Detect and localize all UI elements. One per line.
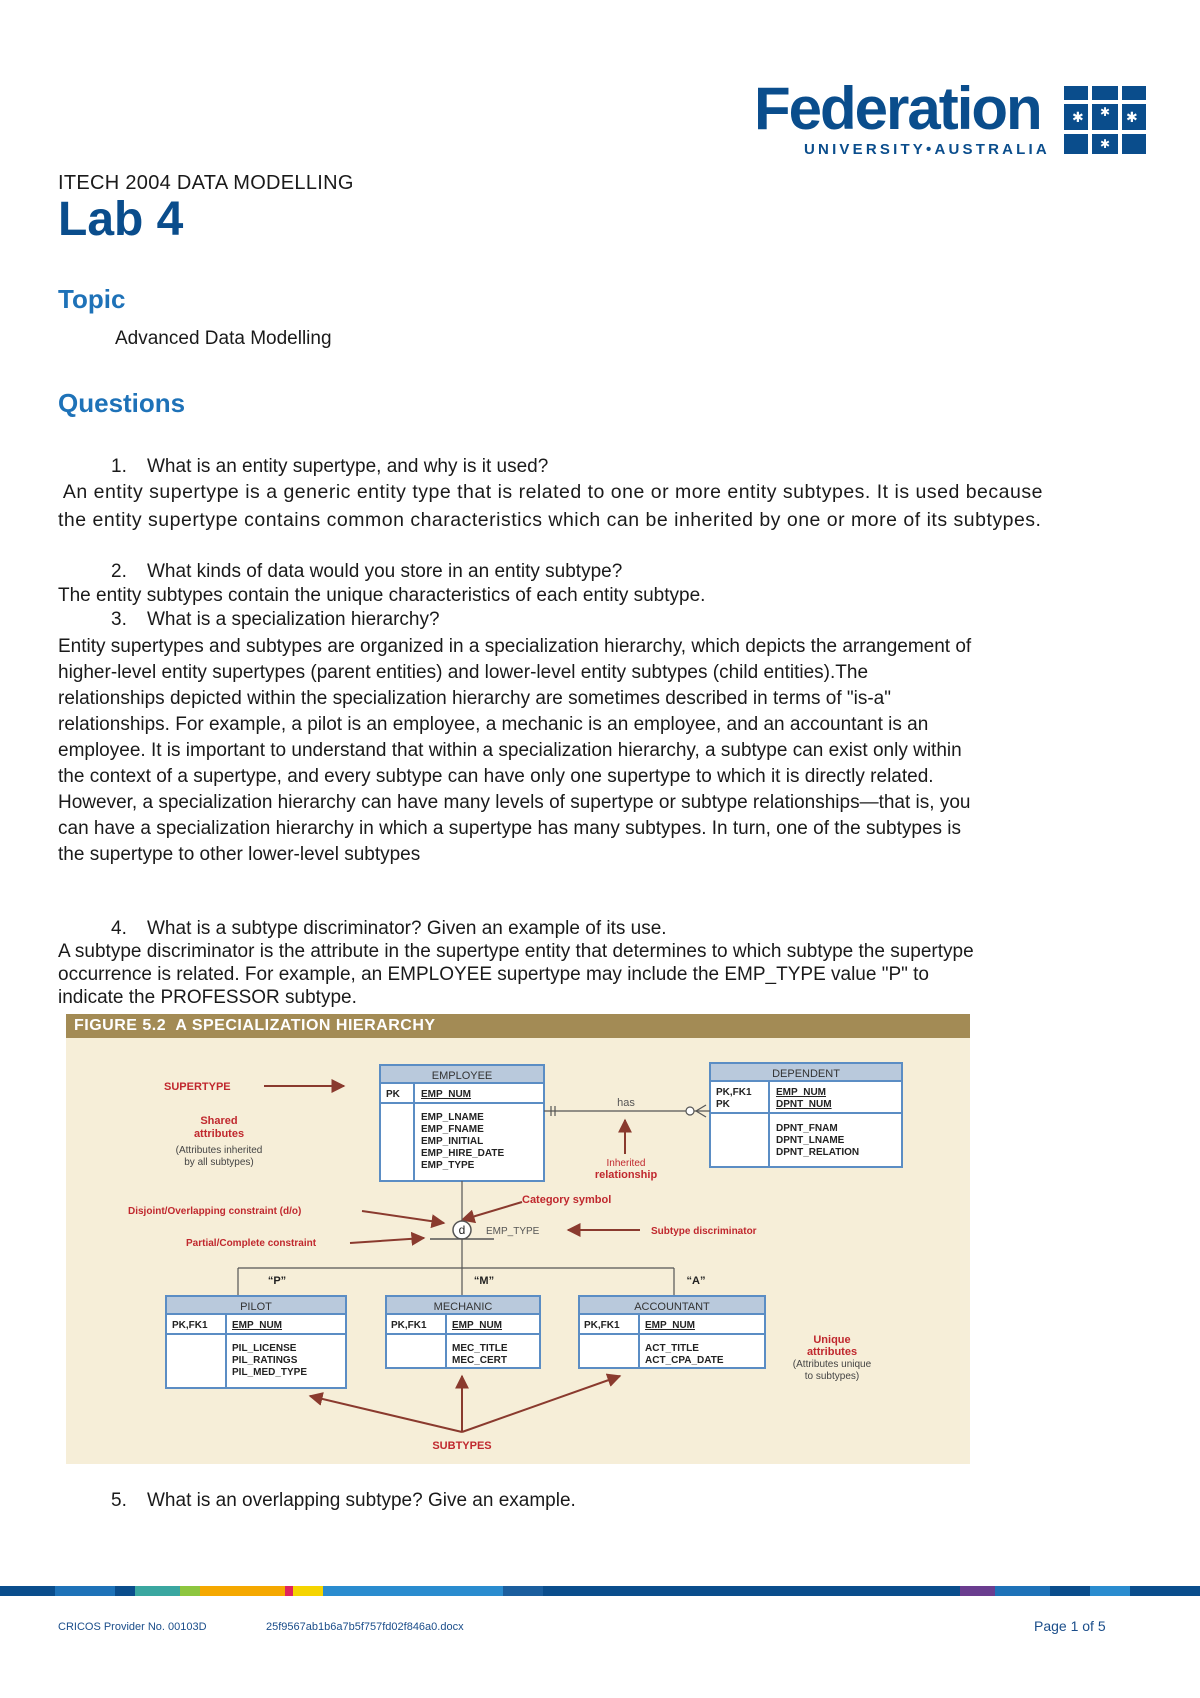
answer-3 (58, 634, 1138, 868)
answer-line: relationships depicted within the specialization hierarchy are sometimes described in terms of "is-a" (58, 688, 891, 709)
question-number: 3. (111, 609, 127, 630)
specialization-hierarchy-figure (66, 1014, 970, 1464)
entity-name: ACCOUNTANT (634, 1301, 710, 1313)
svg-text:✱: ✱ (1072, 109, 1084, 125)
key-label: PK,FK1 (584, 1320, 620, 1331)
key-attr: EMP_NUM (232, 1320, 283, 1331)
attr: MEC_TITLE (452, 1343, 508, 1354)
question-4 (111, 918, 667, 940)
question-text: What kinds of data would you store in an entity subtype? (147, 561, 623, 582)
unique-note-1: (Attributes unique (792, 1359, 872, 1370)
attr: DPNT_FNAM (776, 1123, 838, 1134)
discriminator-value-m: “M” (473, 1275, 495, 1287)
logo-wordmark: Federation (754, 75, 1041, 142)
answer-line: higher-level entity supertypes (parent entities) and lower-level entity subtypes (child entities).The (58, 662, 869, 683)
footer-color-bar (0, 1586, 1200, 1596)
svg-text:✱: ✱ (1126, 109, 1138, 125)
question-number: 5. (111, 1490, 127, 1511)
question-number: 1. (111, 456, 127, 477)
relationship-label: has (617, 1097, 635, 1109)
lab-title: Lab 4 (58, 193, 184, 246)
answer-line: the supertype to other lower-level subtypes (58, 844, 421, 865)
accountant-entity (579, 1296, 765, 1368)
attr: EMP_FNAME (421, 1124, 484, 1135)
question-3 (111, 609, 440, 631)
discriminator-value-p: “P” (267, 1275, 287, 1287)
attr: PIL_RATINGS (232, 1355, 298, 1366)
course-code: ITECH 2004 DATA MODELLING (58, 172, 354, 194)
attr: ACT_CPA_DATE (645, 1355, 724, 1366)
questions-heading: Questions (58, 388, 186, 418)
dependent-entity (710, 1063, 902, 1167)
document-filename: 25f9567ab1b6a7b5f757fd02f846a0.docx (266, 1621, 464, 1633)
key-attr: DPNT_NUM (776, 1099, 832, 1110)
attr: EMP_TYPE (421, 1160, 475, 1171)
inherited-label-1: Inherited (606, 1158, 646, 1169)
svg-text:✱: ✱ (1100, 105, 1111, 119)
question-5 (111, 1490, 576, 1512)
unique-label-1: Unique (813, 1334, 851, 1346)
attr: DPNT_RELATION (776, 1147, 860, 1158)
logo-subtitle: UNIVERSITY•AUSTRALIA (804, 141, 1050, 158)
attr: DPNT_LNAME (776, 1135, 845, 1146)
svg-text:✱: ✱ (1100, 137, 1111, 151)
answer-4 (58, 940, 1138, 1009)
answer-line: relationships. For example, a pilot is an employee, a mechanic is an employee, and an accountant is an (58, 714, 929, 735)
answer-line: indicate the PROFESSOR subtype. (58, 987, 357, 1008)
attr: MEC_CERT (452, 1355, 508, 1366)
d-symbol: d (458, 1223, 466, 1237)
supertype-label: SUPERTYPE (164, 1081, 231, 1093)
unique-note-2: to subtypes) (804, 1371, 860, 1382)
federation-logo (754, 75, 1146, 160)
key-label: PK (386, 1089, 400, 1100)
answer-line: A subtype discriminator is the attribute in the supertype entity that determines to which subtype the supertype (58, 941, 974, 962)
er-diagram (66, 1014, 970, 1464)
topic-heading: Topic (58, 284, 126, 314)
entity-name: EMPLOYEE (431, 1070, 493, 1082)
attr: EMP_INITIAL (421, 1136, 484, 1147)
attr: PIL_LICENSE (232, 1343, 297, 1354)
key-attr: EMP_NUM (452, 1320, 503, 1331)
attr: ACT_TITLE (645, 1343, 699, 1354)
discriminator-attr: EMP_TYPE (486, 1226, 540, 1237)
question-2 (111, 561, 622, 583)
question-text: What is a specialization hierarchy? (147, 609, 440, 630)
attr: PIL_MED_TYPE (232, 1367, 308, 1378)
attr: EMP_LNAME (421, 1112, 484, 1123)
key-label: PK,FK1 (391, 1320, 427, 1331)
key-label: PK (716, 1099, 730, 1110)
answer-1 (58, 478, 1138, 534)
entity-name: MECHANIC (433, 1301, 493, 1313)
shared-label-2: attributes (193, 1128, 245, 1140)
has-relationship (544, 1097, 710, 1117)
mechanic-entity (386, 1296, 540, 1368)
partial-constraint-label: Partial/Complete constraint (186, 1238, 317, 1249)
key-attr: EMP_NUM (645, 1320, 696, 1331)
page-number: Page 1 of 5 (1034, 1618, 1106, 1634)
shared-note-2: by all subtypes) (184, 1157, 254, 1168)
key-label: PK,FK1 (172, 1320, 208, 1331)
shared-note-1: (Attributes inherited (175, 1145, 263, 1156)
question-number: 4. (111, 918, 127, 939)
key-attr: EMP_NUM (776, 1087, 827, 1098)
subtype-discriminator-label: Subtype discriminator (651, 1226, 757, 1237)
category-symbol-label: Category symbol (522, 1194, 612, 1206)
answer-line: An entity supertype is a generic entity type that is related to one or more entity subtypes. It is used because (58, 481, 1043, 503)
answer-line: the context of a supertype, and every subtype can have only one supertype to which it is directly related. (58, 766, 934, 787)
shared-label-1: Shared (200, 1115, 238, 1127)
question-text: What is an overlapping subtype? Give an example. (147, 1490, 576, 1511)
entity-name: PILOT (240, 1301, 272, 1313)
unique-label-2: attributes (806, 1346, 858, 1358)
answer-line: Entity supertypes and subtypes are organized in a specialization hierarchy, which depicts the arrangement of (58, 636, 972, 657)
question-text: What is an entity supertype, and why is it used? (147, 456, 549, 477)
answer-line: the entity supertype contains common characteristics which can be inherited by one or more of its subtypes. (58, 509, 1042, 531)
employee-entity (380, 1065, 544, 1181)
cricos-provider: CRICOS Provider No. 00103D (58, 1621, 207, 1633)
answer-line: employee. It is important to understand that within a specialization hierarchy, a subtype can exist only within (58, 740, 962, 761)
answer-line: can have a specialization hierarchy in which a supertype has many subtypes. In turn, one of the subtypes is (58, 818, 962, 839)
answer-2: The entity subtypes contain the unique characteristics of each entity subtype. (58, 585, 706, 606)
entity-name: DEPENDENT (772, 1068, 840, 1080)
answer-line: However, a specialization hierarchy can have many levels of supertype or subtype relationships—that is, you (58, 792, 971, 813)
key-label: PK,FK1 (716, 1087, 752, 1098)
question-number: 2. (111, 561, 127, 582)
key-attr: EMP_NUM (421, 1089, 472, 1100)
attr: EMP_HIRE_DATE (421, 1148, 505, 1159)
question-1 (111, 456, 548, 478)
disjoint-constraint-label: Disjoint/Overlapping constraint (d/o) (128, 1206, 302, 1217)
answer-line: occurrence is related. For example, an EMPLOYEE supertype may include the EMP_TYPE value "P" to (58, 964, 930, 985)
figure-title: FIGURE 5.2 A SPECIALIZATION HIERARCHY (66, 1014, 970, 1038)
pilot-entity (166, 1296, 346, 1388)
subtypes-label: SUBTYPES (432, 1440, 492, 1452)
question-text: What is a subtype discriminator? Given an example of its use. (147, 918, 667, 939)
inherited-label-2: relationship (594, 1169, 658, 1181)
discriminator-value-a: “A” (686, 1275, 706, 1287)
topic-text: Advanced Data Modelling (115, 328, 332, 349)
flag-icon (1064, 86, 1146, 154)
